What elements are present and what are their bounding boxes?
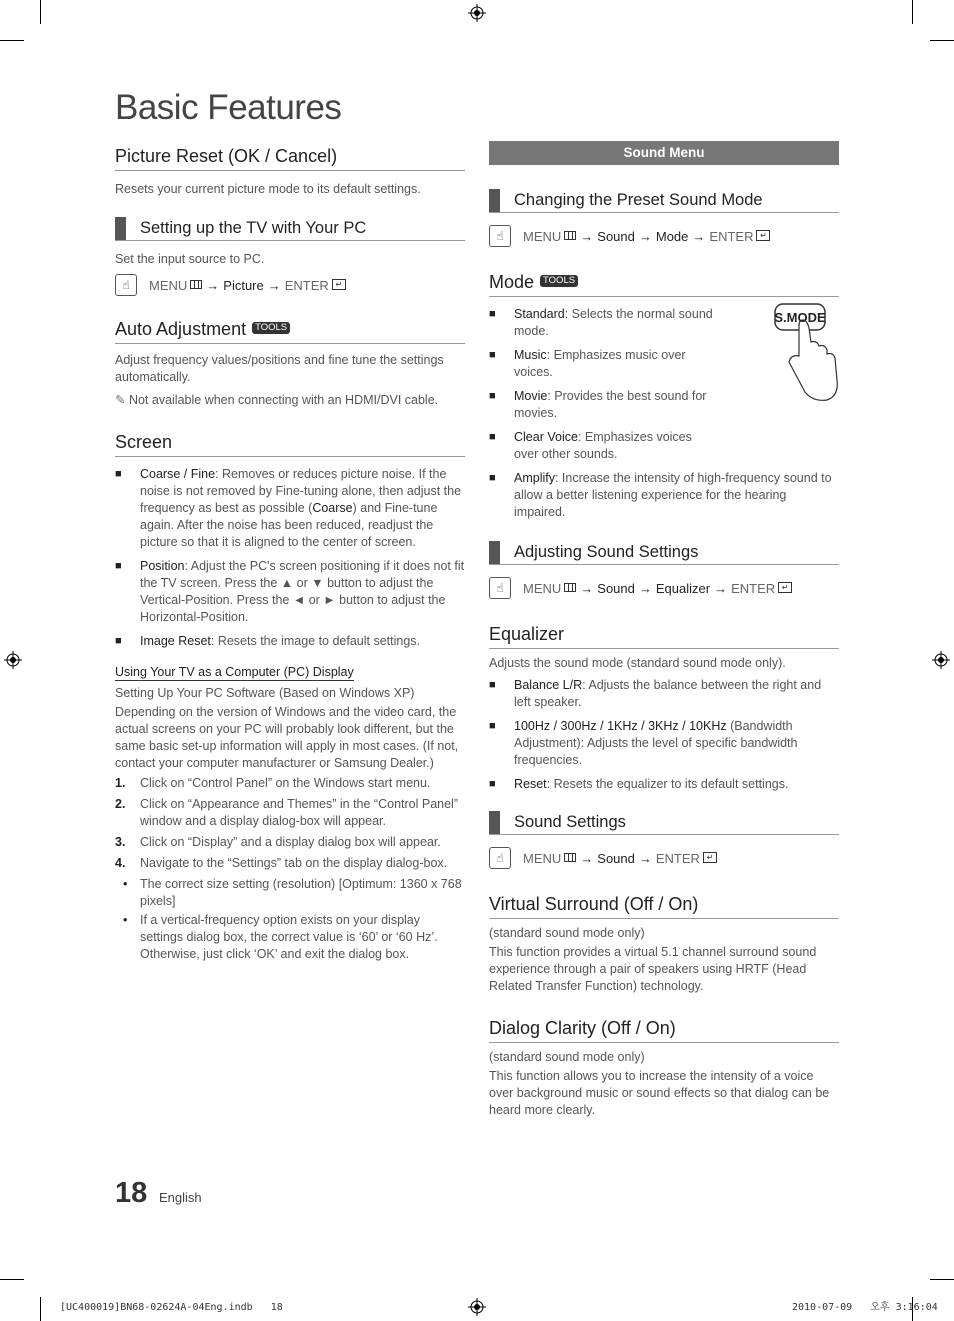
- picture-reset-heading: Picture Reset (OK / Cancel): [115, 145, 465, 171]
- term: Position: [140, 559, 185, 573]
- item-text: : Adjusts the balance between the right and left speaker.: [514, 678, 822, 709]
- enter-label: ENTER: [709, 228, 754, 244]
- item-text: : Removes or reduces picture noise. If the noise is not removed by Fine-tuning alone, then adjust the frequency as best as possible (: [140, 467, 462, 515]
- path-item: Sound: [597, 580, 635, 596]
- step-text: Click on “Appearance and Themes” in the “Control Panel” window and a display dialog-box will appear.: [140, 797, 458, 828]
- pc-display-section: [115, 664, 465, 681]
- term: Standard: [514, 307, 565, 321]
- page-title: Basic Features: [115, 88, 342, 127]
- list-item: [115, 558, 465, 626]
- pc-steps-list: [115, 775, 465, 872]
- auto-adjustment-note: [115, 392, 465, 409]
- arrow: →: [638, 228, 652, 244]
- mode-list: [489, 306, 719, 463]
- list-item: [489, 388, 719, 422]
- item-text: : Emphasizes voices over other sounds.: [514, 430, 692, 461]
- pc-display-heading: Using Your TV as a Computer (PC) Display: [115, 665, 354, 679]
- page-number: 18: [115, 1177, 148, 1209]
- s-mode-button-label: S.MODE: [774, 310, 826, 325]
- footer-date: 2010-07-09 오후 3:16:04: [792, 1302, 938, 1313]
- list-item: [115, 855, 465, 872]
- arrow: →: [580, 580, 594, 596]
- item-text: (Bandwidth Adjustment): Adjusts the level of specific bandwidth frequencies.: [514, 719, 798, 767]
- mode-section: [489, 306, 839, 521]
- path-item: Sound: [597, 850, 635, 866]
- step-text: Click on “Control Panel” on the Windows start menu.: [140, 776, 431, 790]
- path-item: Sound: [597, 228, 635, 244]
- crop-mark: [0, 1279, 24, 1280]
- step-number: 1.: [115, 776, 126, 790]
- menu-label: MENU: [523, 228, 562, 244]
- list-item: [489, 776, 839, 793]
- auto-adjustment-heading: [115, 318, 465, 344]
- sound-menu-banner: Sound Menu: [489, 141, 839, 165]
- footer-file: [UC400019]BN68-02624A-04Eng.indb 18: [60, 1302, 283, 1313]
- list-item: [489, 347, 719, 381]
- list-item: • If a vertical-frequency option exists on your display settings dialog box, the correct value is ‘60’ or ‘60 Hz’. Otherwise, just click ‘OK’ and exit the dialog box.: [115, 912, 465, 963]
- menu-icon: [190, 280, 202, 289]
- page-language: English: [159, 1190, 202, 1205]
- pc-display-desc: Depending on the version of Windows and the video card, the actual screens on your PC will probably look different, but the same basic set-up information will apply in most cases. (If not, contact your computer manufacturer or Samsung Dealer.): [115, 705, 459, 770]
- term: 100Hz / 300Hz / 1KHz / 3KHz / 10KHz: [514, 719, 727, 733]
- picture-reset-desc: Resets your current picture mode to its default settings.: [115, 182, 421, 196]
- list-item: [115, 834, 465, 851]
- tools-badge: TOOLS: [252, 322, 290, 334]
- enter-label: ENTER: [655, 850, 700, 866]
- preset-sound-heading: Changing the Preset Sound Mode: [489, 189, 839, 213]
- sound-settings-menu-path: [489, 847, 839, 869]
- menu-icon: [564, 583, 576, 592]
- menu-icon: [564, 231, 576, 240]
- enter-icon: ↵: [703, 852, 717, 863]
- path-item: Mode: [655, 228, 689, 244]
- crop-mark: [912, 0, 913, 24]
- dialog-clarity-desc: This function allows you to increase the intensity of a voice over background music or sound effects so that dialog can be heard more clearly.: [489, 1069, 830, 1117]
- remote-hand-icon: ☝: [489, 225, 511, 247]
- dialog-clarity-note: (standard sound mode only): [489, 1050, 645, 1064]
- term: Reset: [514, 777, 547, 791]
- list-item: [489, 718, 839, 769]
- term: Amplify: [514, 471, 555, 485]
- remote-hand-icon: ☝: [115, 274, 137, 296]
- arrow: →: [692, 228, 706, 244]
- crop-mark: [40, 0, 41, 24]
- arrow: →: [267, 277, 281, 293]
- mode-list-wide: [489, 470, 839, 521]
- adjusting-menu-path: [489, 577, 839, 599]
- term: Coarse: [312, 501, 353, 515]
- step-text: Click on “Display” and a display dialog box will appear.: [140, 835, 441, 849]
- item-text: : Selects the normal sound mode.: [514, 307, 713, 338]
- menu-label: MENU: [523, 580, 562, 596]
- auto-adjustment-title: Auto Adjustment: [115, 319, 247, 339]
- preset-menu-path: [489, 225, 839, 247]
- term: Coarse / Fine: [140, 467, 216, 481]
- sound-settings-heading: Sound Settings: [489, 811, 839, 835]
- virtual-surround-note: (standard sound mode only): [489, 926, 645, 940]
- enter-icon: ↵: [778, 582, 792, 593]
- menu-label: MENU: [149, 277, 188, 293]
- registration-mark-icon: [468, 1298, 486, 1316]
- right-column: [489, 141, 839, 1119]
- screen-heading: Screen: [115, 431, 465, 457]
- item-text: : Provides the best sound for movies.: [514, 389, 707, 420]
- enter-label: ENTER: [284, 277, 329, 293]
- registration-mark-icon: [468, 4, 486, 22]
- list-item: [115, 796, 465, 830]
- remote-hand-icon: ☝: [489, 847, 511, 869]
- menu-label: MENU: [523, 850, 562, 866]
- setup-pc-desc: Set the input source to PC.: [115, 252, 265, 266]
- equalizer-desc: Adjusts the sound mode (standard sound mode only).: [489, 656, 786, 670]
- step-text: Navigate to the “Settings” tab on the display dialog-box.: [140, 856, 448, 870]
- step-number: 2.: [115, 797, 126, 811]
- enter-icon: ↵: [756, 230, 770, 241]
- remote-hand-icon: ☝: [489, 577, 511, 599]
- pencil-note-icon: ✎: [115, 393, 129, 407]
- setup-pc-heading: Setting up the TV with Your PC: [115, 217, 465, 241]
- equalizer-list: [489, 677, 839, 793]
- list-item: [115, 466, 465, 551]
- term: Music: [514, 348, 547, 362]
- item-text: : Adjust the PC's screen positioning if it does not fit the TV screen. Press the ▲ or ▼ button to adjust the Vertical-Position. Press the ◄ or ► button to adjust the Horizontal-Position.: [140, 559, 465, 624]
- arrow: →: [714, 580, 728, 596]
- enter-icon: ↵: [332, 279, 346, 290]
- step-number: 3.: [115, 835, 126, 849]
- enter-label: ENTER: [731, 580, 776, 596]
- note-text: Not available when connecting with an HDMI/DVI cable.: [128, 393, 439, 407]
- list-item: [115, 633, 465, 650]
- screen-list: [115, 466, 465, 650]
- path-item: Equalizer: [655, 580, 711, 596]
- step-number: 4.: [115, 856, 126, 870]
- mode-title: Mode: [489, 272, 535, 292]
- term: Movie: [514, 389, 548, 403]
- auto-adjustment-desc: Adjust frequency values/positions and fine tune the settings automatically.: [115, 353, 444, 384]
- pc-display-subtitle: Setting Up Your PC Software (Based on Windows XP): [115, 686, 415, 700]
- path-item: Picture: [223, 277, 264, 293]
- list-item: [489, 429, 719, 463]
- arrow: →: [206, 277, 220, 293]
- term: Balance L/R: [514, 678, 583, 692]
- list-item: [489, 306, 719, 340]
- dialog-clarity-heading: Dialog Clarity (Off / On): [489, 1017, 839, 1043]
- term: Image Reset: [140, 634, 211, 648]
- hand-pressing-button-icon: [769, 300, 839, 404]
- adjusting-sound-heading: Adjusting Sound Settings: [489, 541, 839, 565]
- mode-heading: [489, 271, 839, 297]
- list-item: [489, 677, 839, 711]
- arrow: →: [580, 850, 594, 866]
- menu-icon: [564, 853, 576, 862]
- registration-mark-icon: [932, 651, 950, 669]
- list-item: [115, 775, 465, 792]
- left-column: [115, 145, 465, 965]
- registration-mark-icon: [4, 651, 22, 669]
- list-item: • The correct size setting (resolution) [Optimum: 1360 x 768 pixels]: [115, 876, 465, 910]
- crop-mark: [930, 1279, 954, 1280]
- crop-mark: [930, 40, 954, 41]
- crop-mark: [0, 40, 24, 41]
- term: Clear Voice: [514, 430, 578, 444]
- item-text: : Resets the equalizer to its default settings.: [546, 777, 789, 791]
- arrow: →: [580, 228, 594, 244]
- item-text: ) and Fine-tune again. After the noise has been reduced, readjust the picture so that it is aligned to the center of screen.: [140, 501, 438, 549]
- equalizer-heading: Equalizer: [489, 623, 839, 649]
- crop-mark: [40, 1297, 41, 1321]
- arrow: →: [638, 580, 652, 596]
- item-text: : Resets the image to default settings.: [210, 634, 421, 648]
- setup-pc-menu-path: [115, 274, 465, 296]
- item-text: : Emphasizes music over voices.: [514, 348, 686, 379]
- list-item: [489, 470, 839, 521]
- pc-bullets-list: [115, 876, 465, 963]
- tools-badge: TOOLS: [540, 275, 578, 287]
- arrow: →: [638, 850, 652, 866]
- virtual-surround-desc: This function provides a virtual 5.1 channel surround sound experience through a pair of speakers using HRTF (Head Related Transfer Function) technology.: [489, 945, 817, 993]
- virtual-surround-heading: Virtual Surround (Off / On): [489, 893, 839, 919]
- item-text: : Increase the intensity of high-frequency sound to allow a better listening experience for the hearing impaired.: [514, 471, 832, 519]
